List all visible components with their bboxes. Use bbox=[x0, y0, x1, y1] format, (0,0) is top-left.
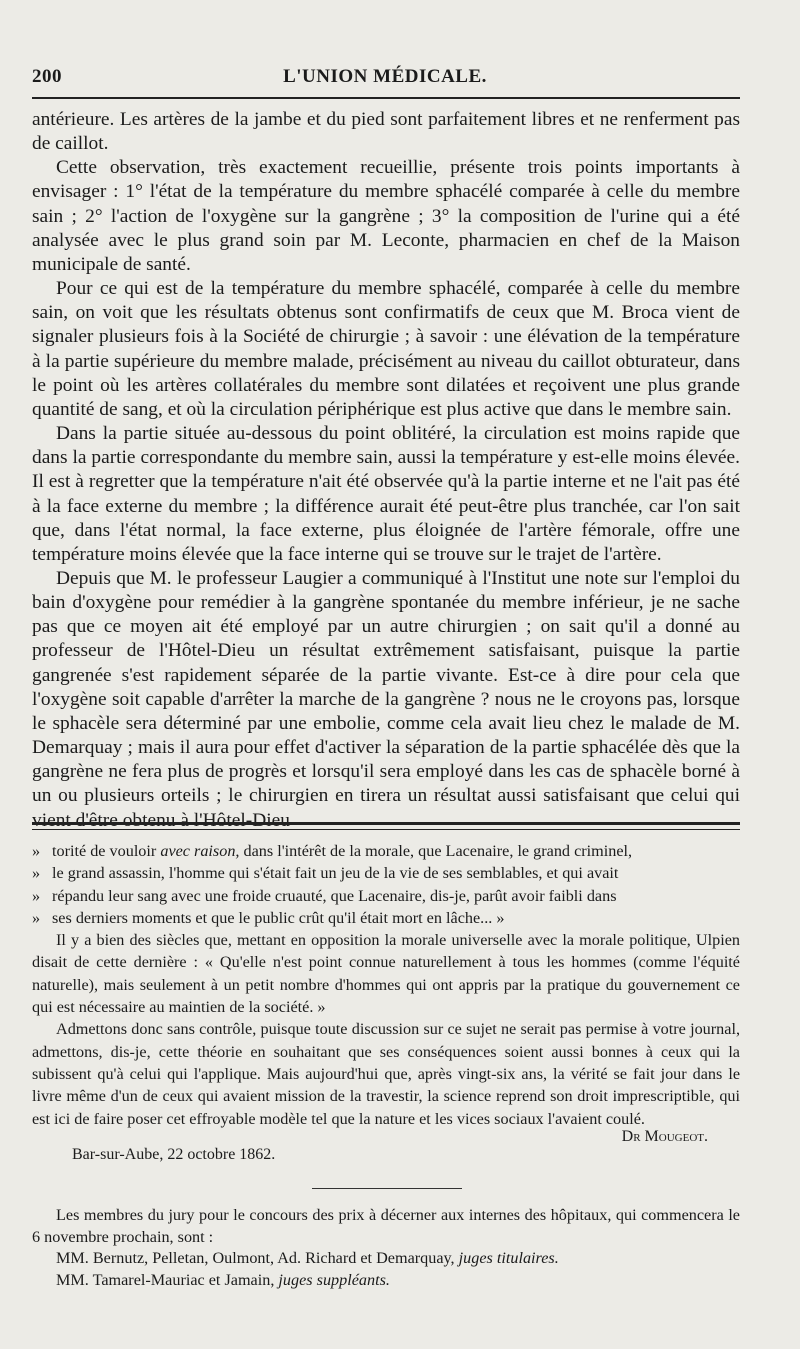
quote-line-2 bbox=[32, 862, 740, 884]
jury-notice bbox=[32, 1205, 740, 1291]
quote-mark: » bbox=[32, 908, 41, 927]
feuilleton-rule-thick bbox=[32, 822, 740, 825]
quote-line-1 bbox=[32, 840, 740, 862]
main-paragraph-5: Depuis que M. le professeur Laugier a communiqué à l'Institut une note sur l'emploi du bain d'oxygène pour remédier à la gangrène spontanée du membre inférieur, je ne sache pas que ce moyen ait été employé par un autre chirurgien ; on sait qu'il a donné au professeur de l'Hôtel-Dieu un résultat extrêmement satisfaisant, puisque la partie gangrenée s'est rapidement séparée de la partie vivante. Est-ce à dire pour cela que l'oxygène soit capable d'arrêter la marche de la gangrène ? nous ne le croyons pas, lorsque le sphacèle sera déterminé par une embolie, comme cela avait lieu chez le malade de M. Demarquay ; mais il aura pour effet d'activer la séparation de la partie sphacélée dès que la gangrène ne fera plus de progrès et lorsqu'il sera employé dans les cas de sphacèle borné à un ou plusieurs orteils ; le chirurgien en tirera un résultat aussi satisfaisant que celui qui vient d'être obtenu à l'Hôtel-Dieu bbox=[32, 567, 740, 831]
quote-text: dans l'intérêt de la morale, que Lacenaire, le grand criminel, bbox=[239, 842, 633, 860]
quote-mark: » bbox=[32, 842, 41, 860]
jury-role: juges suppléants. bbox=[278, 1270, 390, 1289]
header-rule bbox=[32, 97, 740, 99]
jury-names: MM. Bernutz, Pelletan, Oulmont, Ad. Richard et Demarquay, bbox=[56, 1249, 459, 1267]
quote-line-3 bbox=[32, 885, 740, 907]
quote-text: le grand assassin, l'homme qui s'était fait un jeu de la vie de ses semblables, et qui avait bbox=[52, 864, 619, 883]
main-paragraph-1: antérieure. Les artères de la jambe et du pied sont parfaitement libres et ne renferment pas de caillot. bbox=[32, 109, 740, 155]
notice-line-suppleants bbox=[32, 1270, 740, 1292]
notice-paragraph: Les membres du jury pour le concours des prix à décerner aux internes des hôpitaux, qui commencera le 6 novembre prochain, sont : bbox=[32, 1206, 740, 1246]
feuilleton-paragraph-3: Admettons donc sans contrôle, puisque toute discussion sur ce sujet ne serait pas permise à votre journal, admettons, dis-je, cette théorie en souhaitant que ses conséquences soient aussi bonnes à ceux qui la subissent qu'à celui qui l'applique. Mais aujourd'hui que, après vingt-six ans, la vérité se fait jour dans le livre même d'un de ceux qui avaient mission de la travestir, la science reprend son droit imprescriptible, qui est ici de faire poser cet effroyable modèle tel que la nature et les vices sociaux l'avaient coulé. bbox=[32, 1020, 740, 1128]
quote-emphasis: avec raison, bbox=[160, 842, 240, 860]
quote-line-4 bbox=[32, 907, 740, 929]
feuilleton-rule-thin bbox=[32, 829, 740, 830]
quote-text: répandu leur sang avec une froide cruauté, que Lacenaire, dis-je, parût avoir faibli dans bbox=[52, 886, 617, 905]
main-paragraph-2: Cette observation, très exactement recueillie, présente trois points importants à envisager : 1° l'état de la température du membre sphacélé comparée à celle du membre sain ; 2° l'action de l'oxygène sur la gangrène ; 3° la composition de l'urine qui a été analysée avec le plus grand soin par M. Leconte, pharmacien en chef de la Maison municipale de santé. bbox=[32, 157, 740, 275]
signature-block bbox=[32, 1122, 738, 1162]
feuilleton-paragraph-2: Il y a bien des siècles que, mettant en opposition la morale universelle avec la morale politique, Ulpien disait de cette dernière : « Qu'elle n'est point connue naturellement à tous les hommes (comme l'équité naturelle), mais seulement à un petit nombre d'hommes qui ont appris par la pratique du gouvernement ce qui est nécessaire au maintien de la société. » bbox=[32, 931, 740, 1017]
section-divider bbox=[312, 1188, 462, 1189]
jury-names: MM. Tamarel-Mauriac et Jamain, bbox=[56, 1270, 279, 1289]
page-number: 200 bbox=[32, 66, 62, 87]
quote-text: torité de vouloir bbox=[52, 842, 161, 860]
quote-mark: » bbox=[32, 886, 41, 905]
author-signature: Dr Mougeot. bbox=[621, 1128, 708, 1145]
feuilleton-section bbox=[32, 840, 740, 1130]
jury-role: juges titulaires. bbox=[458, 1249, 559, 1267]
main-article bbox=[32, 108, 740, 833]
place-date: Bar-sur-Aube, 22 octobre 1862. bbox=[72, 1146, 276, 1163]
notice-line-titulaires bbox=[32, 1248, 740, 1270]
quote-text: ses derniers moments et que le public crût qu'il était mort en lâche... » bbox=[52, 908, 505, 927]
main-paragraph-3: Pour ce qui est de la température du membre sphacélé, comparée à celle du membre sain, on voit que les résultats obtenus sont confirmatifs de ceux que M. Broca vient de signaler plusieurs fois à la Société de chirurgie ; à savoir : une élévation de la température à la partie supérieure du membre malade, précisément au niveau du caillot obturateur, dans le point où les artères collatérales du membre sont dilatées et reçoivent une plus grande quantité de sang, et où la circulation périphérique est plus active que dans le membre sain. bbox=[32, 278, 740, 420]
quote-mark: » bbox=[32, 864, 41, 883]
page-header bbox=[32, 60, 738, 90]
main-paragraph-4: Dans la partie située au-dessous du point oblitéré, la circulation est moins rapide que dans la partie correspondante du membre sain, aussi la température y est-elle moins élevée. Il est à regretter que la température n'ait été observée qu'à la partie interne et ne l'ait pas été à la face externe du membre ; la différence aurait été peut-être plus tranchée, car l'on sait que, dans l'état normal, la face externe, plus éloignée de l'artère fémorale, offre une température moins élevée que la face interne qui se trouve sur le trajet de l'artère. bbox=[32, 423, 740, 565]
journal-title: L'UNION MÉDICALE. bbox=[283, 66, 487, 87]
